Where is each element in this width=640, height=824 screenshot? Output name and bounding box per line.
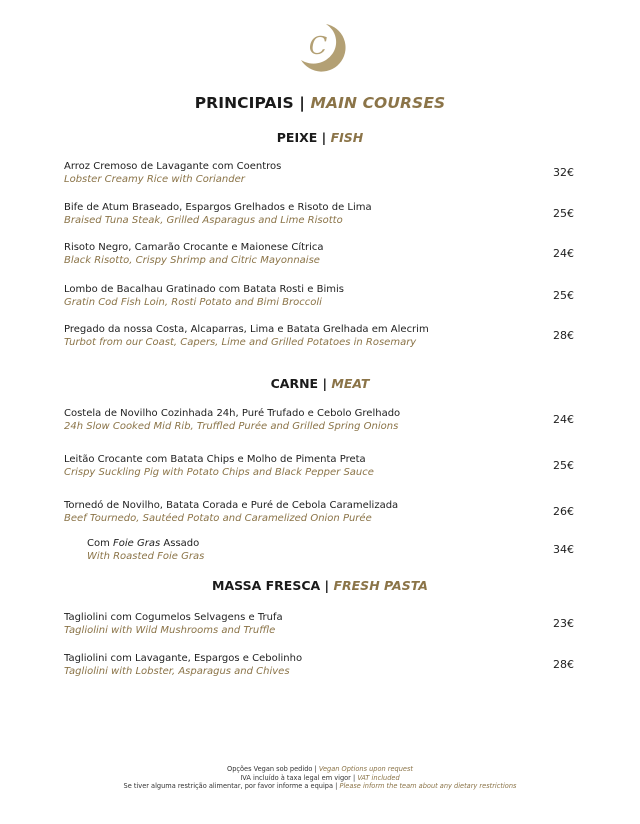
menu-item (64, 499, 584, 525)
dish-price: 25€ (553, 289, 574, 302)
section-title-pasta: MASSA FRESCA | FRESH PASTA (212, 578, 428, 593)
dish-price: 24€ (553, 247, 574, 260)
dish-name-en: Beef Tournedo, Sautéed Potato and Caramelized Onion Purée (64, 513, 372, 524)
page-title-separator: | (299, 94, 306, 112)
dish-name-en: With Roasted Foie Gras (87, 551, 205, 562)
menu-item (64, 611, 584, 637)
menu-item (64, 652, 584, 678)
dish-price: 32€ (553, 166, 574, 179)
section-title-pt: MASSA FRESCA (212, 578, 321, 593)
crescent-c-logo-icon (292, 20, 348, 76)
dish-name-en: Turbot from our Coast, Capers, Lime and Grilled Potatoes in Rosemary (64, 337, 417, 348)
dish-name-en: 24h Slow Cooked Mid Rib, Truffled Purée and Grilled Spring Onions (64, 421, 399, 432)
restaurant-logo (0, 20, 640, 76)
dish-name-pt: Tagliolini com Lavagante, Espargos e Cebolinho (64, 653, 303, 664)
dish-price: 25€ (553, 207, 574, 220)
dish-price: 26€ (553, 505, 574, 518)
menu-item (64, 241, 584, 267)
menu-item (64, 323, 584, 349)
dish-name-pt: Bife de Atum Braseado, Espargos Grelhados e Risoto de Lima (64, 202, 372, 213)
section-title-fish: PEIXE | FISH (276, 130, 364, 145)
dish-name-en: Crispy Suckling Pig with Potato Chips and Black Pepper Sauce (64, 467, 374, 478)
dish-name-pt: Arroz Cremoso de Lavagante com Coentros (64, 161, 282, 172)
menu-item (64, 160, 584, 186)
dish-name-pt: Tornedó de Novilho, Batata Corada e Puré de Cebola Caramelizada (64, 500, 399, 511)
dish-name-pt: Costela de Novilho Cozinhada 24h, Puré Trufado e Cebolo Grelhado (64, 408, 401, 419)
dish-name-pt: Lombo de Bacalhau Gratinado com Batata Rosti e Bimis (64, 284, 344, 295)
section-title-en: FRESH PASTA (333, 578, 428, 593)
dish-price: 25€ (553, 459, 574, 472)
dish-name-en: Braised Tuna Steak, Grilled Asparagus and Lime Risotto (64, 215, 343, 226)
footer-line-vegan: Opções Vegan sob pedido | Vegan Options upon request (227, 765, 413, 773)
dish-name-pt: Pregado da nossa Costa, Alcaparras, Lima e Batata Grelhada em Alecrim (64, 324, 429, 335)
dish-name-en: Gratin Cod Fish Loin, Rosti Potato and Bimi Broccoli (64, 297, 322, 308)
menu-item (64, 453, 584, 479)
section-title-en: FISH (330, 130, 364, 145)
dish-name-pt: Leitão Crocante com Batata Chips e Molho de Pimenta Preta (64, 454, 366, 465)
section-title-pt: PEIXE (276, 130, 318, 145)
dish-name-pt: Com Foie Gras Assado (87, 538, 200, 549)
section-title-pt: CARNE (270, 376, 319, 391)
svg-text:C: C (308, 32, 328, 60)
dish-price: 28€ (553, 658, 574, 671)
dish-price: 23€ (553, 617, 574, 630)
dish-name-en: Tagliolini with Wild Mushrooms and Truffle (64, 625, 276, 636)
dish-price: 34€ (553, 543, 574, 556)
menu-item (64, 283, 584, 309)
page-title-pt: PRINCIPAIS (194, 94, 294, 112)
footer-line-dietary: Se tiver alguma restrição alimentar, por favor informe a equipa | Please inform the team about any dietary restrictions (123, 782, 517, 791)
menu-item (64, 201, 584, 227)
dish-name-pt: Tagliolini com Cogumelos Selvagens e Trufa (64, 612, 283, 623)
footer-line-vat: IVA incluído à taxa legal em vigor | VAT included (240, 773, 400, 782)
footer-notes (0, 765, 640, 791)
page-title-en: MAIN COURSES (310, 94, 446, 112)
dish-name-en: Black Risotto, Crispy Shrimp and Citric Mayonnaise (64, 255, 320, 266)
section-title-en: MEAT (331, 376, 370, 391)
dish-name-en: Tagliolini with Lobster, Asparagus and Chives (64, 666, 290, 677)
dish-price: 28€ (553, 329, 574, 342)
page-title (0, 94, 640, 112)
dish-name-pt: Risoto Negro, Camarão Crocante e Maionese Cítrica (64, 242, 324, 253)
dish-name-en: Lobster Creamy Rice with Coriander (64, 174, 245, 185)
menu-item-addon (87, 537, 584, 563)
section-title-meat: CARNE | MEAT (270, 376, 370, 391)
dish-price: 24€ (553, 413, 574, 426)
menu-item (64, 407, 584, 433)
